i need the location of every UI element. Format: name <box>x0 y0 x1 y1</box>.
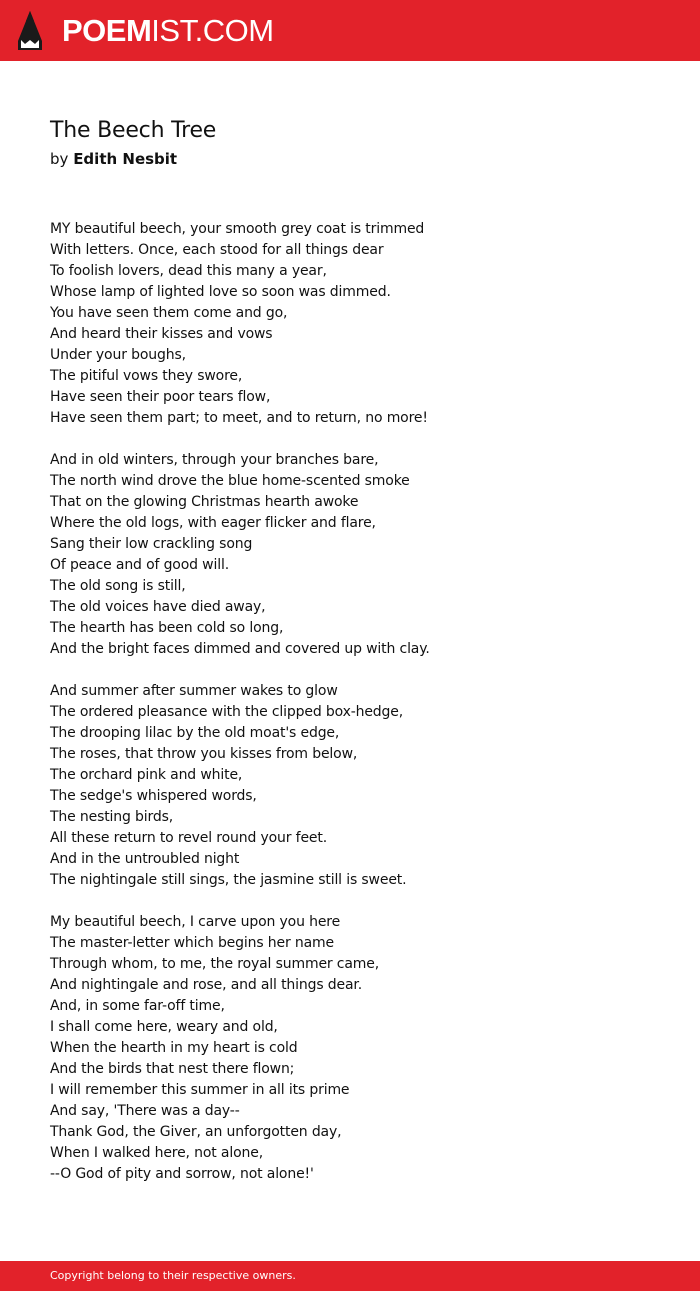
poem-line: You have seen them come and go, <box>50 305 288 321</box>
poem-line: And the bright faces dimmed and covered up with clay. <box>50 641 430 657</box>
poem-title: The Beech Tree <box>50 118 217 143</box>
poem-line: MY beautiful beech, your smooth grey coat is trimmed <box>50 221 425 237</box>
by-label: by <box>50 150 69 168</box>
poem-line: The ordered pleasance with the clipped box-hedge, <box>50 704 404 720</box>
poem-line: Whose lamp of lighted love so soon was dimmed. <box>50 284 391 300</box>
poem-line: --O God of pity and sorrow, not alone!' <box>50 1166 314 1182</box>
poem-line: The hearth has been cold so long, <box>50 620 284 636</box>
poem-stanza <box>50 912 670 1185</box>
poem-line: And in the untroubled night <box>50 851 240 867</box>
poem-stanza <box>50 450 670 660</box>
poem-author: Edith Nesbit <box>73 150 178 168</box>
poem-stanza <box>50 681 670 891</box>
poem-line: With letters. Once, each stood for all things dear <box>50 242 384 258</box>
poem-body <box>50 219 670 1206</box>
poem-line: The nesting birds, <box>50 809 174 825</box>
poem-line: And, in some far-off time, <box>50 998 225 1014</box>
poem-line: To foolish lovers, dead this many a year, <box>50 263 327 279</box>
poem-line: That on the glowing Christmas hearth awoke <box>50 494 359 510</box>
poem-line: I will remember this summer in all its prime <box>50 1082 350 1098</box>
brand-bold-text: POEM <box>62 13 152 48</box>
poem-line: Of peace and of good will. <box>50 557 229 573</box>
poem-line: Under your boughs, <box>50 347 186 363</box>
poem-line: And heard their kisses and vows <box>50 326 273 342</box>
poem-line: The old song is still, <box>50 578 186 594</box>
copyright-notice: Copyright belong to their respective owners. <box>50 1269 296 1282</box>
poem-line: Sang their low crackling song <box>50 536 253 552</box>
poem-line: The nightingale still sings, the jasmine still is sweet. <box>50 872 407 888</box>
site-footer <box>0 1261 700 1291</box>
poem-line: And summer after summer wakes to glow <box>50 683 338 699</box>
poem-stanza <box>50 219 670 429</box>
poem-line: The drooping lilac by the old moat's edge, <box>50 725 340 741</box>
poem-line: The sedge's whispered words, <box>50 788 257 804</box>
poem-line: The orchard pink and white, <box>50 767 243 783</box>
poem-line: The old voices have died away, <box>50 599 266 615</box>
poem-line: The master-letter which begins her name <box>50 935 334 951</box>
poem-line: And in old winters, through your branches bare, <box>50 452 379 468</box>
poem-line: And say, 'There was a day-- <box>50 1103 240 1119</box>
poem-line: All these return to revel round your feet. <box>50 830 328 846</box>
poem-line: Through whom, to me, the royal summer came, <box>50 956 380 972</box>
poem-byline <box>50 150 177 169</box>
poem-line: Where the old logs, with eager flicker and flare, <box>50 515 376 531</box>
poem-line: I shall come here, weary and old, <box>50 1019 278 1035</box>
poem-line: Have seen their poor tears flow, <box>50 389 271 405</box>
poem-line: Have seen them part; to meet, and to return, no more! <box>50 410 428 426</box>
poem-line: The roses, that throw you kisses from below, <box>50 746 358 762</box>
site-logo-link[interactable] <box>62 13 274 49</box>
poem-line: My beautiful beech, I carve upon you here <box>50 914 341 930</box>
site-header <box>0 0 700 61</box>
pencil-tip-icon[interactable] <box>17 10 43 51</box>
brand-light-text: IST.COM <box>151 13 274 48</box>
poem-line: The north wind drove the blue home-scented smoke <box>50 473 410 489</box>
poem-line: Thank God, the Giver, an unforgotten day, <box>50 1124 342 1140</box>
poem-line: And the birds that nest there flown; <box>50 1061 295 1077</box>
poem-line: When the hearth in my heart is cold <box>50 1040 298 1056</box>
poem-line: When I walked here, not alone, <box>50 1145 264 1161</box>
poem-line: The pitiful vows they swore, <box>50 368 243 384</box>
poem-line: And nightingale and rose, and all things dear. <box>50 977 363 993</box>
